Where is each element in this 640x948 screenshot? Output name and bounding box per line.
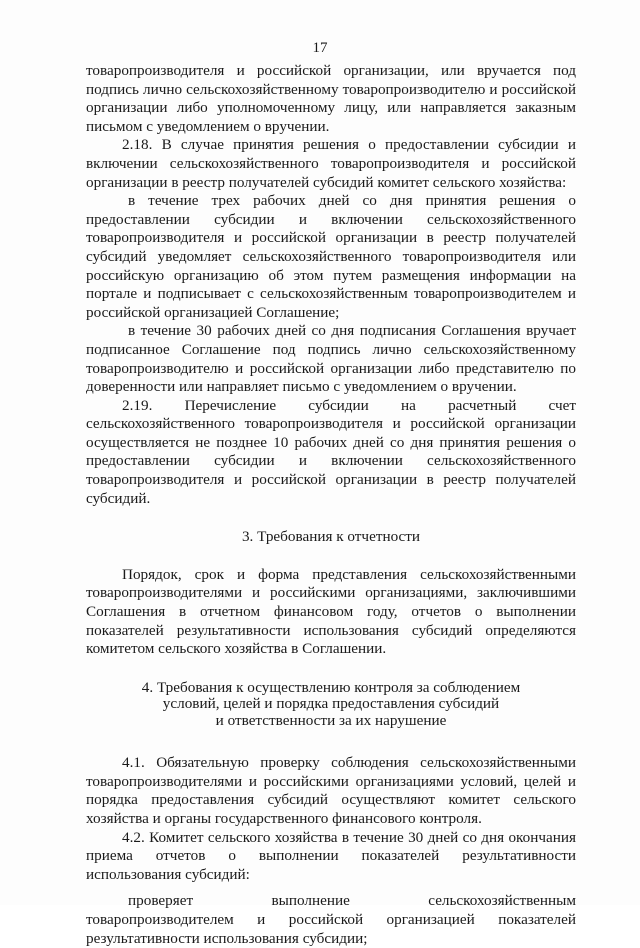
document-body xyxy=(86,62,576,948)
section-4-heading xyxy=(86,680,576,730)
page-number: 17 xyxy=(312,40,328,56)
paragraph: в течение трех рабочих дней со дня принятия решения о предоставлении субсидии и включении сельскохозяйственного товаропроизводителя и российской организации в реестр получателей субсидий уведомляет сельскохозяйственного товаропроизводителя или российскую организацию об этом путем размещения информации на портале и подписывает с сельскохозяйственным товаропроизводителем и российской организацией Соглашение; xyxy=(86,192,576,321)
paragraph-4-2: 4.2. Комитет сельского хозяйства в течение 30 дней со дня окончания приема отчетов о выполнении показателей результативности использования субсидий: xyxy=(86,828,576,883)
section-3-paragraph: Порядок, срок и форма представления сельскохозяйственными товаропроизводителями и российскими организациями, заключившими Соглашения в отчетном финансовом году, отчетов о выполнении показателей результативности использования субсидий определяются комитетом сельского хозяйства в Соглашении. xyxy=(86,565,576,658)
section-4-heading-line: и ответственности за их нарушение xyxy=(215,711,447,729)
paragraph-2-18: 2.18. В случае принятия решения о предоставлении субсидии и включении сельскохозяйственного товаропроизводителя и российской организации в реестр получателей субсидий комитет сельского хозяйства: xyxy=(86,136,576,191)
section-4-heading-line: условий, целей и порядка предоставления субсидий xyxy=(162,695,500,713)
paragraph: в течение 30 рабочих дней со дня подписания Соглашения вручает подписанное Соглашение под подпись лично сельскохозяйственному товаропроизводителю и российской организации либо представителю по доверенности или направляет письмо с уведомлением о вручении. xyxy=(86,322,576,396)
paragraph: товаропроизводителя и российской организации, или вручается под подпись лично сельскохозяйственному товаропроизводителю и российской организации либо уполномоченному лицу, или направляется заказным письмом с уведомлением о вручении. xyxy=(86,62,576,135)
section-3-heading: 3. Требования к отчетности xyxy=(241,528,421,546)
section-4-heading-line: 4. Требования к осуществлению контроля за соблюдением xyxy=(141,678,521,696)
paragraph-4-1: 4.1. Обязательную проверку соблюдения сельскохозяйственными товаропроизводителями и российскими организациями условий, целей и порядка предоставления субсидий осуществляют комитет сельского хозяйства и органы государственного финансового контроля. xyxy=(86,754,576,827)
paragraph: проверяет выполнение сельскохозяйственным товаропроизводителем и российской организацией показателей результативности использования субсидии; xyxy=(86,892,576,947)
paragraph-2-19: 2.19. Перечисление субсидии на расчетный счет сельскохозяйственного товаропроизводителя и российской организации осуществляется не позднее 10 рабочих дней со дня принятия решения о предоставлении субсидии и включении сельскохозяйственного товаропроизводителя и российской организации в реестр получателей субсидий. xyxy=(86,396,576,507)
